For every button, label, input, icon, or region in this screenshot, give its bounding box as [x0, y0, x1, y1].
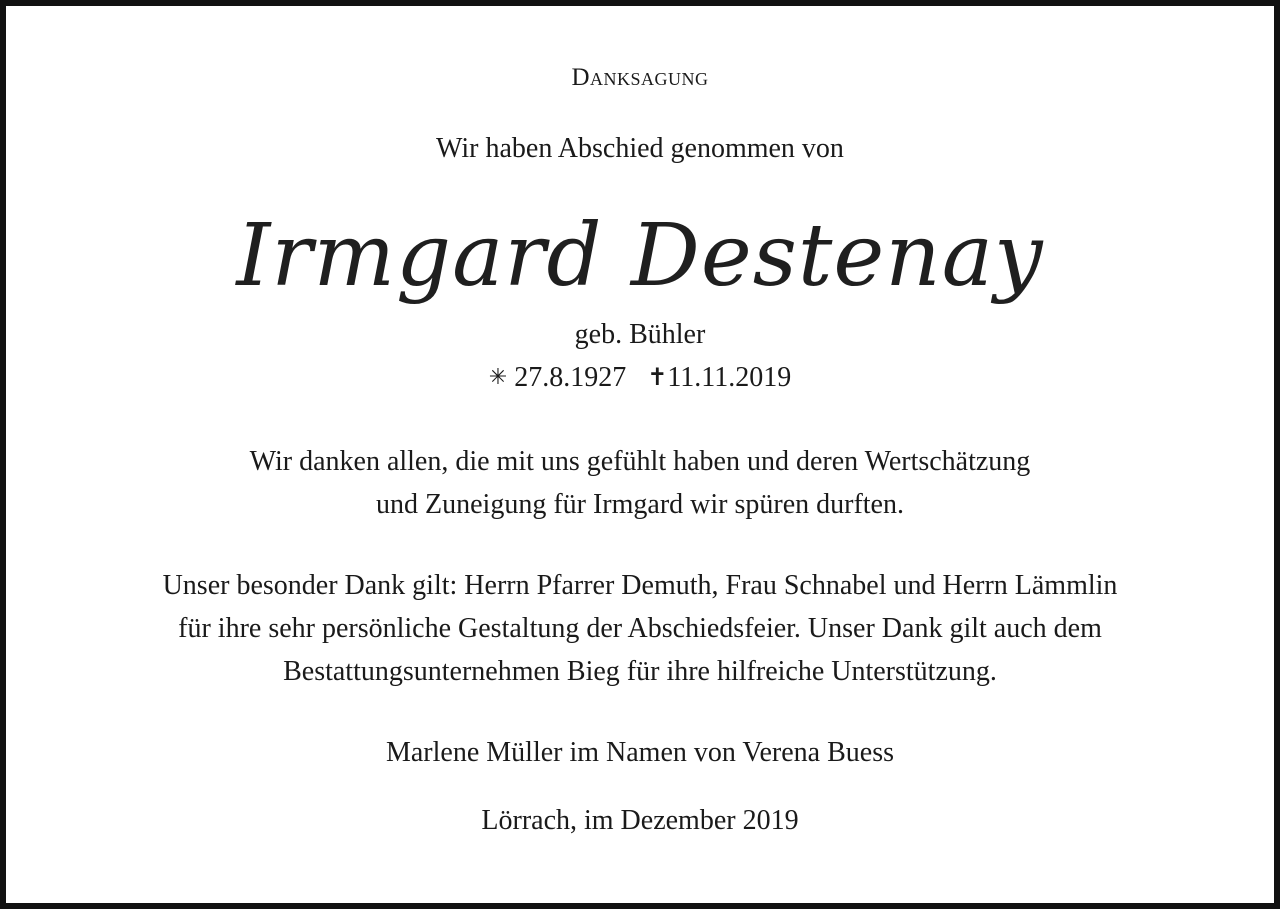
birth-date: 27.8.1927 — [514, 362, 627, 393]
signer-line: Marlene Müller im Namen von Verena Buess — [385, 737, 895, 768]
thanks-paragraph-2 — [6, 564, 1274, 693]
intro-text: Wir haben Abschied genommen von — [436, 133, 844, 164]
thanks-line: für ihre sehr persönliche Gestaltung der Abschiedsfeier. Unser Dank gilt auch dem — [178, 613, 1102, 644]
thanks-line: Bestattungsunternehmen Bieg für ihre hilfreiche Unterstützung. — [283, 656, 997, 687]
deceased-name: Irmgard Destenay — [236, 206, 1044, 306]
thanks-paragraph-1 — [6, 440, 1274, 526]
death-cross-icon: ✝ — [647, 363, 668, 391]
life-dates — [6, 362, 1274, 394]
thanks-line: Unser besonder Dank gilt: Herrn Pfarrer Demuth, Frau Schnabel und Herrn Lämmlin — [162, 570, 1118, 601]
notice-heading: Danksagung — [571, 64, 709, 91]
thanks-line: und Zuneigung für Irmgard wir spüren durften. — [376, 489, 904, 520]
place-date: Lörrach, im Dezember 2019 — [481, 805, 799, 836]
death-date: 11.11.2019 — [667, 362, 792, 393]
birth-name: geb. Bühler — [574, 319, 706, 350]
thanks-line: Wir danken allen, die mit uns gefühlt haben und deren Wertschätzung — [249, 446, 1031, 477]
birth-star-icon: ✳ — [488, 364, 508, 389]
